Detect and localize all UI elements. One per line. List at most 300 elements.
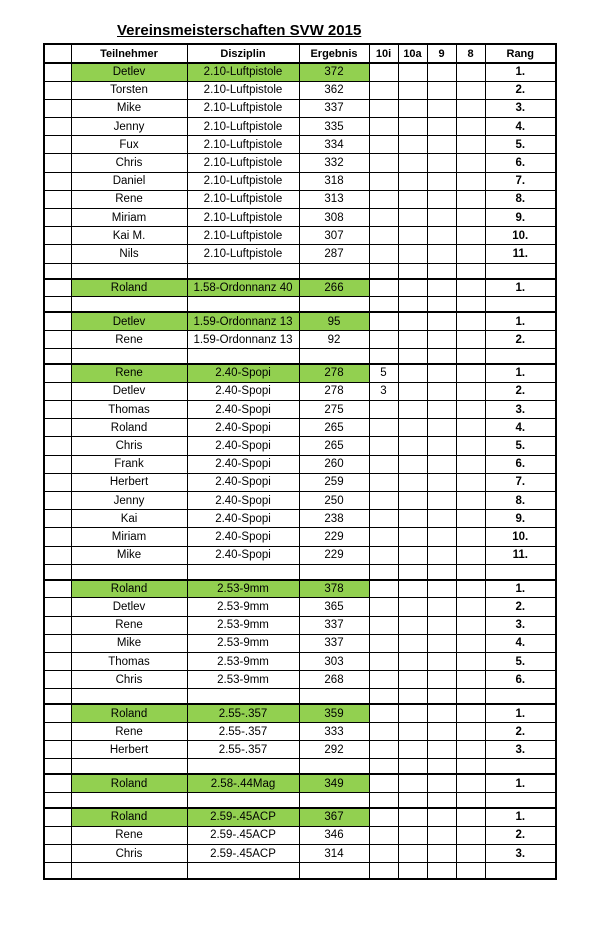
inner-ten-cell: [369, 172, 398, 190]
inner-ten-cell: [369, 330, 398, 348]
outer-ten-cell: [398, 844, 427, 862]
row-number-cell: [44, 510, 71, 528]
row-number-cell: [44, 245, 71, 263]
result-cell: 346: [299, 826, 369, 844]
eights-cell: [456, 419, 485, 437]
eights-cell: [456, 209, 485, 227]
row-number-cell: [44, 723, 71, 741]
eights-cell: [456, 808, 485, 826]
empty-cell: [299, 564, 369, 580]
outer-ten-cell: [398, 704, 427, 722]
rank-cell: 2.: [485, 826, 556, 844]
nines-cell: [427, 826, 456, 844]
row-number-cell: [44, 136, 71, 154]
empty-cell: [485, 263, 556, 279]
outer-ten-cell: [398, 634, 427, 652]
discipline-cell: 1.58-Ordonnanz 40: [187, 279, 299, 297]
rank-cell: 1.: [485, 580, 556, 598]
discipline-cell: 2.40-Spopi: [187, 546, 299, 564]
result-cell: 265: [299, 437, 369, 455]
row-number-cell: [44, 455, 71, 473]
eights-cell: [456, 528, 485, 546]
header-10i: 10i: [369, 44, 398, 63]
nines-cell: [427, 598, 456, 616]
participant-cell: Miriam: [71, 209, 187, 227]
empty-cell: [44, 297, 71, 313]
eights-cell: [456, 616, 485, 634]
empty-cell: [299, 349, 369, 365]
empty-cell: [456, 564, 485, 580]
discipline-cell: 1.59-Ordonnanz 13: [187, 330, 299, 348]
participant-cell: Frank: [71, 455, 187, 473]
table-row: [44, 227, 556, 245]
outer-ten-cell: [398, 546, 427, 564]
table-row: [44, 723, 556, 741]
empty-cell: [485, 349, 556, 365]
discipline-cell: 2.10-Luftpistole: [187, 172, 299, 190]
nines-cell: [427, 473, 456, 491]
result-cell: 268: [299, 671, 369, 689]
empty-cell: [398, 564, 427, 580]
empty-cell: [71, 564, 187, 580]
eights-cell: [456, 652, 485, 670]
row-number-cell: [44, 741, 71, 759]
table-row: [44, 808, 556, 826]
participant-cell: Chris: [71, 671, 187, 689]
header-row: [44, 44, 556, 63]
empty-cell: [187, 863, 299, 879]
rank-cell: 6.: [485, 154, 556, 172]
nines-cell: [427, 491, 456, 509]
eights-cell: [456, 154, 485, 172]
empty-cell: [485, 564, 556, 580]
result-cell: 292: [299, 741, 369, 759]
outer-ten-cell: [398, 99, 427, 117]
discipline-cell: 2.10-Luftpistole: [187, 245, 299, 263]
empty-cell: [427, 863, 456, 879]
empty-cell: [456, 297, 485, 313]
nines-cell: [427, 118, 456, 136]
eights-cell: [456, 63, 485, 81]
row-number-cell: [44, 546, 71, 564]
inner-ten-cell: [369, 528, 398, 546]
empty-cell: [398, 863, 427, 879]
eights-cell: [456, 774, 485, 792]
row-number-cell: [44, 616, 71, 634]
participant-cell: Rene: [71, 190, 187, 208]
discipline-cell: 2.53-9mm: [187, 616, 299, 634]
nines-cell: [427, 437, 456, 455]
participant-cell: Jenny: [71, 491, 187, 509]
eights-cell: [456, 491, 485, 509]
discipline-cell: 2.10-Luftpistole: [187, 63, 299, 81]
empty-cell: [187, 793, 299, 809]
discipline-cell: 2.10-Luftpistole: [187, 190, 299, 208]
participant-cell: Chris: [71, 437, 187, 455]
outer-ten-cell: [398, 209, 427, 227]
participant-cell: Jenny: [71, 118, 187, 136]
outer-ten-cell: [398, 437, 427, 455]
table-row: [44, 598, 556, 616]
rank-cell: 9.: [485, 510, 556, 528]
rank-cell: 1.: [485, 808, 556, 826]
result-cell: 335: [299, 118, 369, 136]
outer-ten-cell: [398, 510, 427, 528]
discipline-cell: 1.59-Ordonnanz 13: [187, 312, 299, 330]
nines-cell: [427, 844, 456, 862]
result-cell: 275: [299, 401, 369, 419]
empty-cell: [71, 759, 187, 775]
result-cell: 333: [299, 723, 369, 741]
inner-ten-cell: [369, 245, 398, 263]
inner-ten-cell: [369, 704, 398, 722]
participant-cell: Herbert: [71, 473, 187, 491]
inner-ten-cell: [369, 209, 398, 227]
participant-cell: Torsten: [71, 81, 187, 99]
result-cell: 314: [299, 844, 369, 862]
rank-cell: 1.: [485, 279, 556, 297]
participant-cell: Roland: [71, 580, 187, 598]
eights-cell: [456, 190, 485, 208]
participant-cell: Herbert: [71, 741, 187, 759]
rank-cell: 1.: [485, 63, 556, 81]
eights-cell: [456, 437, 485, 455]
spacer-row: [44, 349, 556, 365]
empty-cell: [299, 793, 369, 809]
inner-ten-cell: [369, 312, 398, 330]
discipline-cell: 2.53-9mm: [187, 580, 299, 598]
inner-ten-cell: [369, 616, 398, 634]
participant-cell: Mike: [71, 546, 187, 564]
table-row: [44, 652, 556, 670]
rank-cell: 3.: [485, 401, 556, 419]
empty-cell: [398, 759, 427, 775]
row-number-cell: [44, 154, 71, 172]
inner-ten-cell: [369, 419, 398, 437]
rank-cell: 2.: [485, 81, 556, 99]
discipline-cell: 2.40-Spopi: [187, 364, 299, 382]
nines-cell: [427, 671, 456, 689]
result-cell: 250: [299, 491, 369, 509]
outer-ten-cell: [398, 491, 427, 509]
inner-ten-cell: [369, 671, 398, 689]
result-cell: 265: [299, 419, 369, 437]
discipline-cell: 2.55-.357: [187, 704, 299, 722]
rank-cell: 2.: [485, 723, 556, 741]
results-table: [43, 43, 557, 880]
inner-ten-cell: [369, 741, 398, 759]
inner-ten-cell: [369, 580, 398, 598]
rank-cell: 1.: [485, 364, 556, 382]
empty-cell: [44, 793, 71, 809]
discipline-cell: 2.10-Luftpistole: [187, 154, 299, 172]
inner-ten-cell: [369, 546, 398, 564]
participant-cell: Rene: [71, 826, 187, 844]
empty-cell: [427, 564, 456, 580]
table-row: [44, 136, 556, 154]
row-number-cell: [44, 364, 71, 382]
nines-cell: [427, 401, 456, 419]
eights-cell: [456, 671, 485, 689]
result-cell: 318: [299, 172, 369, 190]
empty-cell: [456, 689, 485, 705]
table-row: [44, 491, 556, 509]
empty-cell: [427, 263, 456, 279]
participant-cell: Detlev: [71, 312, 187, 330]
result-cell: 359: [299, 704, 369, 722]
inner-ten-cell: [369, 652, 398, 670]
inner-ten-cell: [369, 136, 398, 154]
empty-cell: [398, 297, 427, 313]
result-cell: 287: [299, 245, 369, 263]
inner-ten-cell: [369, 598, 398, 616]
row-number-cell: [44, 279, 71, 297]
participant-cell: Detlev: [71, 598, 187, 616]
empty-cell: [71, 689, 187, 705]
nines-cell: [427, 190, 456, 208]
rank-cell: 3.: [485, 99, 556, 117]
row-number-cell: [44, 491, 71, 509]
row-number-cell: [44, 826, 71, 844]
discipline-cell: 2.10-Luftpistole: [187, 136, 299, 154]
discipline-cell: 2.55-.357: [187, 741, 299, 759]
result-cell: 378: [299, 580, 369, 598]
row-number-cell: [44, 330, 71, 348]
result-cell: 367: [299, 808, 369, 826]
discipline-cell: 2.40-Spopi: [187, 419, 299, 437]
eights-cell: [456, 598, 485, 616]
rank-cell: 5.: [485, 652, 556, 670]
eights-cell: [456, 81, 485, 99]
inner-ten-cell: [369, 227, 398, 245]
participant-cell: Daniel: [71, 172, 187, 190]
outer-ten-cell: [398, 382, 427, 400]
table-row: [44, 546, 556, 564]
discipline-cell: 2.40-Spopi: [187, 510, 299, 528]
discipline-cell: 2.59-.45ACP: [187, 844, 299, 862]
empty-cell: [71, 297, 187, 313]
outer-ten-cell: [398, 419, 427, 437]
empty-cell: [485, 689, 556, 705]
empty-cell: [427, 793, 456, 809]
eights-cell: [456, 723, 485, 741]
row-number-cell: [44, 473, 71, 491]
table-row: [44, 190, 556, 208]
row-number-cell: [44, 808, 71, 826]
nines-cell: [427, 312, 456, 330]
rank-cell: 4.: [485, 634, 556, 652]
header-teilnehmer: Teilnehmer: [71, 44, 187, 63]
discipline-cell: 2.10-Luftpistole: [187, 118, 299, 136]
outer-ten-cell: [398, 401, 427, 419]
empty-cell: [71, 863, 187, 879]
participant-cell: Roland: [71, 279, 187, 297]
discipline-cell: 2.58-.44Mag: [187, 774, 299, 792]
discipline-cell: 2.40-Spopi: [187, 382, 299, 400]
row-number-cell: [44, 118, 71, 136]
result-cell: 337: [299, 616, 369, 634]
spacer-row: [44, 793, 556, 809]
inner-ten-cell: [369, 808, 398, 826]
participant-cell: Kai M.: [71, 227, 187, 245]
empty-cell: [485, 759, 556, 775]
empty-cell: [456, 263, 485, 279]
inner-ten-cell: [369, 401, 398, 419]
discipline-cell: 2.10-Luftpistole: [187, 227, 299, 245]
row-number-cell: [44, 598, 71, 616]
empty-cell: [398, 349, 427, 365]
participant-cell: Detlev: [71, 63, 187, 81]
header-9: 9: [427, 44, 456, 63]
rank-cell: 10.: [485, 528, 556, 546]
table-row: [44, 364, 556, 382]
participant-cell: Rene: [71, 330, 187, 348]
empty-cell: [44, 759, 71, 775]
discipline-cell: 2.53-9mm: [187, 671, 299, 689]
empty-cell: [456, 759, 485, 775]
nines-cell: [427, 741, 456, 759]
rank-cell: 8.: [485, 491, 556, 509]
outer-ten-cell: [398, 473, 427, 491]
rank-cell: 3.: [485, 741, 556, 759]
nines-cell: [427, 704, 456, 722]
rank-cell: 3.: [485, 844, 556, 862]
result-cell: 238: [299, 510, 369, 528]
table-row: [44, 634, 556, 652]
participant-cell: Chris: [71, 154, 187, 172]
rank-cell: 10.: [485, 227, 556, 245]
participant-cell: Mike: [71, 634, 187, 652]
row-number-cell: [44, 99, 71, 117]
outer-ten-cell: [398, 81, 427, 99]
empty-cell: [456, 863, 485, 879]
eights-cell: [456, 455, 485, 473]
rank-cell: 8.: [485, 190, 556, 208]
empty-cell: [485, 793, 556, 809]
table-row: [44, 63, 556, 81]
empty-cell: [299, 263, 369, 279]
rank-cell: 7.: [485, 172, 556, 190]
eights-cell: [456, 401, 485, 419]
table-row: [44, 704, 556, 722]
result-cell: 337: [299, 634, 369, 652]
eights-cell: [456, 330, 485, 348]
empty-cell: [398, 793, 427, 809]
rank-cell: 6.: [485, 671, 556, 689]
empty-cell: [299, 689, 369, 705]
participant-cell: Detlev: [71, 382, 187, 400]
eights-cell: [456, 227, 485, 245]
outer-ten-cell: [398, 580, 427, 598]
spacer-row: [44, 863, 556, 879]
empty-cell: [187, 263, 299, 279]
eights-cell: [456, 118, 485, 136]
table-row: [44, 671, 556, 689]
nines-cell: [427, 634, 456, 652]
row-number-cell: [44, 209, 71, 227]
eights-cell: [456, 172, 485, 190]
outer-ten-cell: [398, 190, 427, 208]
discipline-cell: 2.59-.45ACP: [187, 808, 299, 826]
nines-cell: [427, 279, 456, 297]
table-row: [44, 172, 556, 190]
nines-cell: [427, 154, 456, 172]
row-number-cell: [44, 774, 71, 792]
empty-cell: [398, 263, 427, 279]
eights-cell: [456, 844, 485, 862]
eights-cell: [456, 473, 485, 491]
participant-cell: Kai: [71, 510, 187, 528]
result-cell: 362: [299, 81, 369, 99]
inner-ten-cell: [369, 723, 398, 741]
nines-cell: [427, 510, 456, 528]
empty-cell: [187, 297, 299, 313]
inner-ten-cell: [369, 279, 398, 297]
nines-cell: [427, 172, 456, 190]
result-cell: 313: [299, 190, 369, 208]
eights-cell: [456, 99, 485, 117]
spacer-row: [44, 564, 556, 580]
spacer-row: [44, 689, 556, 705]
table-row: [44, 455, 556, 473]
result-cell: 260: [299, 455, 369, 473]
empty-cell: [398, 689, 427, 705]
header-8: 8: [456, 44, 485, 63]
rank-cell: 2.: [485, 382, 556, 400]
participant-cell: Roland: [71, 774, 187, 792]
inner-ten-cell: [369, 844, 398, 862]
empty-cell: [44, 689, 71, 705]
inner-ten-cell: [369, 826, 398, 844]
outer-ten-cell: [398, 598, 427, 616]
result-cell: 365: [299, 598, 369, 616]
inner-ten-cell: 5: [369, 364, 398, 382]
inner-ten-cell: [369, 190, 398, 208]
row-number-cell: [44, 81, 71, 99]
participant-cell: Chris: [71, 844, 187, 862]
page-title: Vereinsmeisterschaften SVW 2015: [117, 22, 362, 39]
participant-cell: Miriam: [71, 528, 187, 546]
nines-cell: [427, 652, 456, 670]
empty-cell: [187, 564, 299, 580]
rank-cell: 4.: [485, 419, 556, 437]
participant-cell: Thomas: [71, 401, 187, 419]
empty-cell: [369, 297, 398, 313]
discipline-cell: 2.10-Luftpistole: [187, 81, 299, 99]
eights-cell: [456, 312, 485, 330]
result-cell: 278: [299, 382, 369, 400]
table-row: [44, 437, 556, 455]
table-row: [44, 528, 556, 546]
participant-cell: Roland: [71, 808, 187, 826]
discipline-cell: 2.40-Spopi: [187, 491, 299, 509]
discipline-cell: 2.40-Spopi: [187, 455, 299, 473]
empty-cell: [299, 863, 369, 879]
nines-cell: [427, 419, 456, 437]
empty-cell: [187, 689, 299, 705]
table-row: [44, 401, 556, 419]
rank-cell: 1.: [485, 704, 556, 722]
participant-cell: Roland: [71, 419, 187, 437]
row-number-cell: [44, 63, 71, 81]
outer-ten-cell: [398, 227, 427, 245]
row-number-cell: [44, 437, 71, 455]
outer-ten-cell: [398, 671, 427, 689]
nines-cell: [427, 382, 456, 400]
discipline-cell: 2.40-Spopi: [187, 528, 299, 546]
table-row: [44, 616, 556, 634]
table-row: [44, 330, 556, 348]
